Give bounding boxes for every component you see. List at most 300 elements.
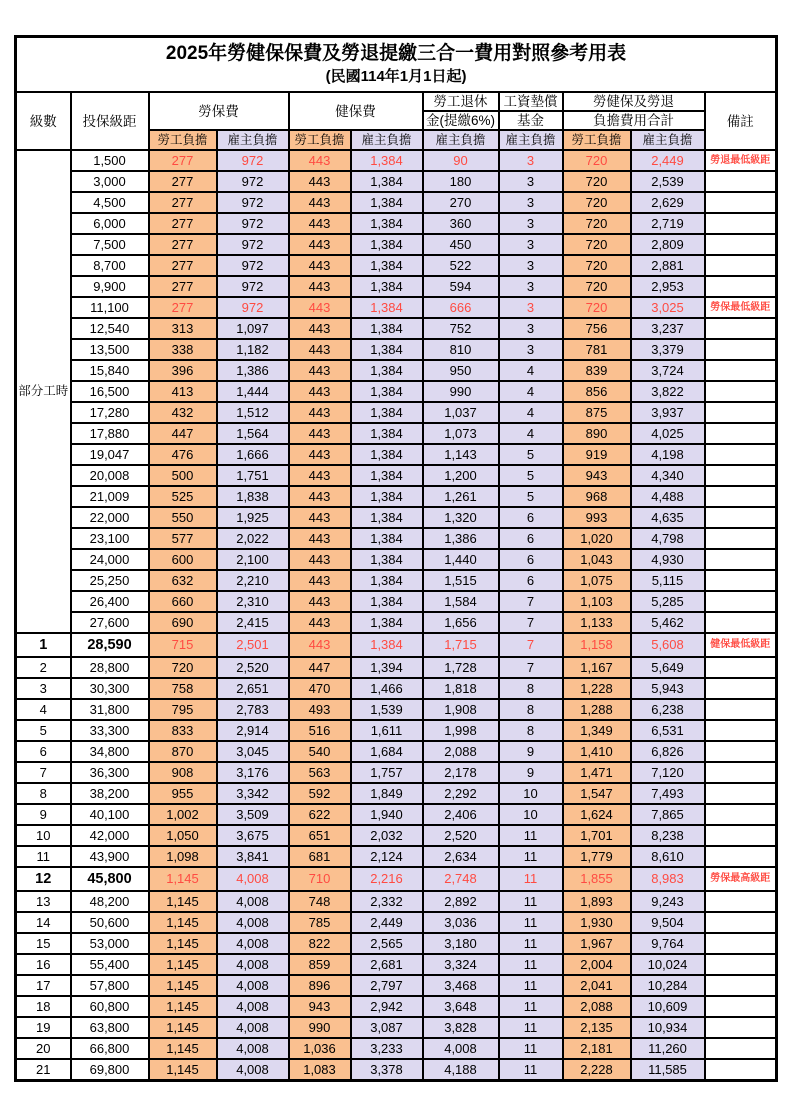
total-employer-cell: 5,608	[631, 633, 705, 657]
total-employer-cell: 2,719	[631, 213, 705, 234]
bracket-cell: 40,100	[71, 804, 149, 825]
health-employer-cell: 3,087	[351, 1017, 423, 1038]
pension-employer-cell: 270	[423, 192, 499, 213]
bracket-cell: 66,800	[71, 1038, 149, 1059]
total-employer-cell: 2,449	[631, 150, 705, 171]
total-employer-cell: 8,238	[631, 825, 705, 846]
table-row	[16, 1059, 777, 1081]
total-employer-cell: 2,881	[631, 255, 705, 276]
total-employee-cell: 993	[563, 507, 631, 528]
total-employee-cell: 2,088	[563, 996, 631, 1017]
bracket-cell: 31,800	[71, 699, 149, 720]
total-employer-cell: 4,340	[631, 465, 705, 486]
bracket-cell: 17,880	[71, 423, 149, 444]
bracket-cell: 12,540	[71, 318, 149, 339]
pension-employer-cell: 3,036	[423, 912, 499, 933]
col-header-total-line2: 負擔費用合計	[563, 111, 705, 130]
health-employee-cell: 443	[289, 255, 351, 276]
total-employer-cell: 3,237	[631, 318, 705, 339]
total-employee-cell: 839	[563, 360, 631, 381]
wage-fund-employer-cell: 11	[499, 954, 563, 975]
health-employer-cell: 3,378	[351, 1059, 423, 1081]
level-cell: 19	[16, 1017, 71, 1038]
pension-employer-cell: 2,292	[423, 783, 499, 804]
remark-cell	[705, 423, 777, 444]
part-time-level-cell: 部分工時	[16, 150, 71, 633]
health-employer-cell: 2,032	[351, 825, 423, 846]
health-employee-cell: 443	[289, 171, 351, 192]
health-employee-cell: 443	[289, 507, 351, 528]
total-employee-cell: 1,967	[563, 933, 631, 954]
health-employer-cell: 1,394	[351, 657, 423, 678]
total-employee-cell: 943	[563, 465, 631, 486]
health-employee-cell: 822	[289, 933, 351, 954]
pension-employer-cell: 3,324	[423, 954, 499, 975]
pension-employer-cell: 752	[423, 318, 499, 339]
table-row	[16, 996, 777, 1017]
bracket-cell: 48,200	[71, 891, 149, 912]
level-cell: 21	[16, 1059, 71, 1081]
health-employer-cell: 1,384	[351, 402, 423, 423]
total-employee-cell: 1,167	[563, 657, 631, 678]
labor-employee-cell: 277	[149, 276, 217, 297]
bracket-cell: 42,000	[71, 825, 149, 846]
total-employer-cell: 4,025	[631, 423, 705, 444]
labor-employee-cell: 500	[149, 465, 217, 486]
total-employee-cell: 720	[563, 150, 631, 171]
total-employee-cell: 720	[563, 234, 631, 255]
table-row	[16, 486, 777, 507]
labor-employee-cell: 1,145	[149, 867, 217, 891]
table-row	[16, 465, 777, 486]
remark-cell	[705, 657, 777, 678]
labor-employer-cell: 1,666	[217, 444, 289, 465]
col-header-labor-insurance: 勞保費	[149, 92, 289, 130]
bracket-cell: 25,250	[71, 570, 149, 591]
wage-fund-employer-cell: 8	[499, 678, 563, 699]
pension-employer-cell: 810	[423, 339, 499, 360]
total-employee-cell: 2,041	[563, 975, 631, 996]
health-employee-cell: 443	[289, 486, 351, 507]
labor-employee-cell: 690	[149, 612, 217, 633]
pension-employer-cell: 1,656	[423, 612, 499, 633]
bracket-cell: 33,300	[71, 720, 149, 741]
total-employee-cell: 720	[563, 255, 631, 276]
total-employee-cell: 1,043	[563, 549, 631, 570]
health-employer-cell: 1,757	[351, 762, 423, 783]
health-employer-cell: 1,539	[351, 699, 423, 720]
wage-fund-employer-cell: 5	[499, 486, 563, 507]
labor-employee-cell: 1,145	[149, 1059, 217, 1081]
labor-employee-cell: 277	[149, 297, 217, 318]
remark-cell	[705, 975, 777, 996]
bracket-cell: 60,800	[71, 996, 149, 1017]
labor-employee-cell: 1,050	[149, 825, 217, 846]
labor-employee-cell: 277	[149, 234, 217, 255]
level-cell: 11	[16, 846, 71, 867]
health-employee-cell: 443	[289, 465, 351, 486]
health-employee-cell: 748	[289, 891, 351, 912]
health-employer-cell: 3,233	[351, 1038, 423, 1059]
labor-employee-cell: 277	[149, 171, 217, 192]
total-employee-cell: 1,779	[563, 846, 631, 867]
col-header-bracket: 投保級距	[71, 92, 149, 150]
health-employer-cell: 2,332	[351, 891, 423, 912]
bracket-cell: 8,700	[71, 255, 149, 276]
wage-fund-employer-cell: 11	[499, 1017, 563, 1038]
pension-employer-cell: 1,440	[423, 549, 499, 570]
level-cell: 14	[16, 912, 71, 933]
total-employer-cell: 7,493	[631, 783, 705, 804]
col-header-total-line1: 勞健保及勞退	[563, 92, 705, 111]
level-cell: 4	[16, 699, 71, 720]
remark-cell	[705, 762, 777, 783]
health-employer-cell: 1,684	[351, 741, 423, 762]
health-employer-cell: 1,384	[351, 507, 423, 528]
bracket-cell: 6,000	[71, 213, 149, 234]
page-title: 2025年勞健保保費及勞退提繳三合一費用對照參考用表	[165, 43, 627, 64]
labor-employee-cell: 476	[149, 444, 217, 465]
wage-fund-employer-cell: 11	[499, 846, 563, 867]
table-row	[16, 657, 777, 678]
total-employer-cell: 3,724	[631, 360, 705, 381]
labor-employee-cell: 396	[149, 360, 217, 381]
remark-cell	[705, 318, 777, 339]
labor-employer-cell: 1,838	[217, 486, 289, 507]
table-row	[16, 528, 777, 549]
bracket-cell: 3,000	[71, 171, 149, 192]
wage-fund-employer-cell: 5	[499, 444, 563, 465]
health-employee-cell: 493	[289, 699, 351, 720]
labor-employee-cell: 600	[149, 549, 217, 570]
wage-fund-employer-cell: 3	[499, 192, 563, 213]
labor-employer-cell: 972	[217, 171, 289, 192]
health-employer-cell: 1,384	[351, 213, 423, 234]
total-employee-cell: 2,135	[563, 1017, 631, 1038]
table-row	[16, 276, 777, 297]
labor-employee-cell: 577	[149, 528, 217, 549]
wage-fund-employer-cell: 3	[499, 171, 563, 192]
total-employer-cell: 2,539	[631, 171, 705, 192]
table-row	[16, 171, 777, 192]
wage-fund-employer-cell: 11	[499, 867, 563, 891]
bracket-cell: 50,600	[71, 912, 149, 933]
health-employee-cell: 710	[289, 867, 351, 891]
pension-employer-cell: 4,188	[423, 1059, 499, 1081]
labor-employer-cell: 1,512	[217, 402, 289, 423]
table-row	[16, 825, 777, 846]
labor-employee-cell: 1,145	[149, 933, 217, 954]
wage-fund-employer-cell: 10	[499, 783, 563, 804]
remark-cell	[705, 741, 777, 762]
total-employer-cell: 9,504	[631, 912, 705, 933]
labor-employer-cell: 972	[217, 213, 289, 234]
pension-employer-cell: 1,715	[423, 633, 499, 657]
remark-cell	[705, 276, 777, 297]
wage-fund-employer-cell: 4	[499, 381, 563, 402]
remark-cell	[705, 783, 777, 804]
bracket-cell: 34,800	[71, 741, 149, 762]
remark-cell	[705, 381, 777, 402]
health-employee-cell: 943	[289, 996, 351, 1017]
table-row	[16, 846, 777, 867]
labor-employer-cell: 4,008	[217, 867, 289, 891]
labor-employer-cell: 4,008	[217, 1017, 289, 1038]
total-employee-cell: 720	[563, 276, 631, 297]
health-employee-cell: 443	[289, 633, 351, 657]
wage-fund-employer-cell: 11	[499, 825, 563, 846]
total-employer-cell: 5,649	[631, 657, 705, 678]
wage-fund-employer-cell: 3	[499, 318, 563, 339]
table-row	[16, 255, 777, 276]
labor-employer-cell: 2,210	[217, 570, 289, 591]
pension-employer-cell: 1,261	[423, 486, 499, 507]
health-employee-cell: 785	[289, 912, 351, 933]
health-employee-cell: 622	[289, 804, 351, 825]
labor-employee-cell: 758	[149, 678, 217, 699]
wage-fund-employer-cell: 3	[499, 234, 563, 255]
table-row	[16, 804, 777, 825]
pension-employer-cell: 2,748	[423, 867, 499, 891]
labor-employee-cell: 870	[149, 741, 217, 762]
health-employee-cell: 443	[289, 381, 351, 402]
labor-employer-cell: 4,008	[217, 912, 289, 933]
remark-cell	[705, 891, 777, 912]
table-row	[16, 360, 777, 381]
health-employer-cell: 2,565	[351, 933, 423, 954]
pension-employer-cell: 180	[423, 171, 499, 192]
subheader-health-employee: 勞工負擔	[289, 130, 351, 150]
remark-cell	[705, 234, 777, 255]
subheader-labor-employee: 勞工負擔	[149, 130, 217, 150]
health-employee-cell: 443	[289, 192, 351, 213]
table-row	[16, 699, 777, 720]
remark-cell	[705, 846, 777, 867]
labor-employee-cell: 833	[149, 720, 217, 741]
total-employee-cell: 720	[563, 171, 631, 192]
total-employee-cell: 1,855	[563, 867, 631, 891]
labor-employee-cell: 632	[149, 570, 217, 591]
labor-employer-cell: 4,008	[217, 1059, 289, 1081]
health-employee-cell: 443	[289, 360, 351, 381]
pension-employer-cell: 1,728	[423, 657, 499, 678]
total-employer-cell: 4,635	[631, 507, 705, 528]
labor-employer-cell: 4,008	[217, 975, 289, 996]
pension-employer-cell: 1,386	[423, 528, 499, 549]
health-employee-cell: 651	[289, 825, 351, 846]
labor-employer-cell: 972	[217, 255, 289, 276]
total-employee-cell: 756	[563, 318, 631, 339]
table-row	[16, 933, 777, 954]
subheader-total-employer: 雇主負擔	[631, 130, 705, 150]
labor-employer-cell: 4,008	[217, 891, 289, 912]
bracket-cell: 17,280	[71, 402, 149, 423]
total-employer-cell: 10,024	[631, 954, 705, 975]
remark-cell	[705, 1059, 777, 1081]
bracket-cell: 43,900	[71, 846, 149, 867]
remark-cell	[705, 591, 777, 612]
table-row	[16, 507, 777, 528]
pension-employer-cell: 990	[423, 381, 499, 402]
total-employee-cell: 1,288	[563, 699, 631, 720]
labor-employee-cell: 795	[149, 699, 217, 720]
table-row	[16, 234, 777, 255]
table-row	[16, 423, 777, 444]
remark-cell: 勞保最低級距	[705, 297, 777, 318]
labor-employer-cell: 4,008	[217, 996, 289, 1017]
bracket-cell: 15,840	[71, 360, 149, 381]
pension-employer-cell: 2,892	[423, 891, 499, 912]
bracket-cell: 63,800	[71, 1017, 149, 1038]
labor-employer-cell: 3,045	[217, 741, 289, 762]
health-employer-cell: 1,384	[351, 192, 423, 213]
pension-employer-cell: 360	[423, 213, 499, 234]
health-employee-cell: 681	[289, 846, 351, 867]
pension-employer-cell: 594	[423, 276, 499, 297]
labor-employer-cell: 1,751	[217, 465, 289, 486]
total-employee-cell: 1,547	[563, 783, 631, 804]
table-row	[16, 867, 777, 891]
bracket-cell: 28,590	[71, 633, 149, 657]
bracket-cell: 9,900	[71, 276, 149, 297]
remark-cell	[705, 192, 777, 213]
labor-employee-cell: 720	[149, 657, 217, 678]
bracket-cell: 36,300	[71, 762, 149, 783]
total-employer-cell: 5,115	[631, 570, 705, 591]
total-employer-cell: 9,243	[631, 891, 705, 912]
total-employee-cell: 1,471	[563, 762, 631, 783]
labor-employee-cell: 908	[149, 762, 217, 783]
wage-fund-employer-cell: 11	[499, 912, 563, 933]
level-cell: 10	[16, 825, 71, 846]
wage-fund-employer-cell: 11	[499, 1059, 563, 1081]
pension-employer-cell: 2,520	[423, 825, 499, 846]
total-employee-cell: 1,103	[563, 591, 631, 612]
health-employer-cell: 1,384	[351, 360, 423, 381]
bracket-cell: 21,009	[71, 486, 149, 507]
wage-fund-employer-cell: 3	[499, 276, 563, 297]
health-employer-cell: 1,384	[351, 591, 423, 612]
health-employee-cell: 443	[289, 339, 351, 360]
remark-cell	[705, 954, 777, 975]
wage-fund-employer-cell: 3	[499, 213, 563, 234]
remark-cell	[705, 1017, 777, 1038]
level-cell: 16	[16, 954, 71, 975]
health-employer-cell: 2,124	[351, 846, 423, 867]
labor-employee-cell: 313	[149, 318, 217, 339]
table-body	[16, 150, 777, 1081]
remark-cell	[705, 444, 777, 465]
wage-fund-employer-cell: 11	[499, 996, 563, 1017]
title-cell	[16, 37, 777, 93]
wage-fund-employer-cell: 3	[499, 339, 563, 360]
bracket-cell: 23,100	[71, 528, 149, 549]
wage-fund-employer-cell: 7	[499, 612, 563, 633]
total-employee-cell: 856	[563, 381, 631, 402]
labor-employer-cell: 2,520	[217, 657, 289, 678]
wage-fund-employer-cell: 9	[499, 762, 563, 783]
remark-cell	[705, 912, 777, 933]
wage-fund-employer-cell: 11	[499, 975, 563, 996]
pension-employer-cell: 1,073	[423, 423, 499, 444]
remark-cell	[705, 255, 777, 276]
table-row	[16, 720, 777, 741]
health-employer-cell: 2,449	[351, 912, 423, 933]
labor-employer-cell: 1,564	[217, 423, 289, 444]
pension-employer-cell: 666	[423, 297, 499, 318]
wage-fund-employer-cell: 11	[499, 933, 563, 954]
labor-employer-cell: 2,100	[217, 549, 289, 570]
health-employee-cell: 516	[289, 720, 351, 741]
health-employee-cell: 443	[289, 591, 351, 612]
labor-employer-cell: 972	[217, 234, 289, 255]
col-header-pension-line1: 勞工退休	[423, 92, 499, 111]
total-employer-cell: 4,198	[631, 444, 705, 465]
total-employee-cell: 1,020	[563, 528, 631, 549]
table-row	[16, 444, 777, 465]
total-employee-cell: 720	[563, 213, 631, 234]
health-employer-cell: 1,384	[351, 255, 423, 276]
labor-employer-cell: 4,008	[217, 1038, 289, 1059]
total-employer-cell: 10,934	[631, 1017, 705, 1038]
labor-employee-cell: 1,145	[149, 1038, 217, 1059]
pension-employer-cell: 522	[423, 255, 499, 276]
total-employee-cell: 875	[563, 402, 631, 423]
pension-employer-cell: 3,180	[423, 933, 499, 954]
bracket-cell: 30,300	[71, 678, 149, 699]
labor-employee-cell: 413	[149, 381, 217, 402]
health-employee-cell: 443	[289, 213, 351, 234]
bracket-cell: 38,200	[71, 783, 149, 804]
level-cell: 7	[16, 762, 71, 783]
total-employer-cell: 11,260	[631, 1038, 705, 1059]
remark-cell: 勞保最高級距	[705, 867, 777, 891]
health-employee-cell: 443	[289, 150, 351, 171]
labor-employee-cell: 277	[149, 255, 217, 276]
total-employer-cell: 4,930	[631, 549, 705, 570]
total-employer-cell: 11,585	[631, 1059, 705, 1081]
table-row	[16, 150, 777, 171]
col-header-health-insurance: 健保費	[289, 92, 423, 130]
health-employee-cell: 443	[289, 234, 351, 255]
bracket-cell: 69,800	[71, 1059, 149, 1081]
wage-fund-employer-cell: 9	[499, 741, 563, 762]
health-employer-cell: 1,384	[351, 612, 423, 633]
bracket-cell: 1,500	[71, 150, 149, 171]
subheader-total-employee: 勞工負擔	[563, 130, 631, 150]
wage-fund-employer-cell: 4	[499, 402, 563, 423]
labor-employer-cell: 1,182	[217, 339, 289, 360]
pension-employer-cell: 1,320	[423, 507, 499, 528]
health-employer-cell: 1,384	[351, 423, 423, 444]
health-employee-cell: 443	[289, 444, 351, 465]
wage-fund-employer-cell: 4	[499, 360, 563, 381]
labor-employee-cell: 1,145	[149, 912, 217, 933]
wage-fund-employer-cell: 3	[499, 255, 563, 276]
labor-employee-cell: 550	[149, 507, 217, 528]
wage-fund-employer-cell: 6	[499, 570, 563, 591]
labor-employer-cell: 2,783	[217, 699, 289, 720]
labor-employee-cell: 1,145	[149, 996, 217, 1017]
remark-cell	[705, 507, 777, 528]
labor-employer-cell: 3,841	[217, 846, 289, 867]
subheader-health-employer: 雇主負擔	[351, 130, 423, 150]
total-employer-cell: 3,937	[631, 402, 705, 423]
health-employee-cell: 443	[289, 612, 351, 633]
total-employer-cell: 5,943	[631, 678, 705, 699]
labor-employee-cell: 525	[149, 486, 217, 507]
total-employer-cell: 6,238	[631, 699, 705, 720]
